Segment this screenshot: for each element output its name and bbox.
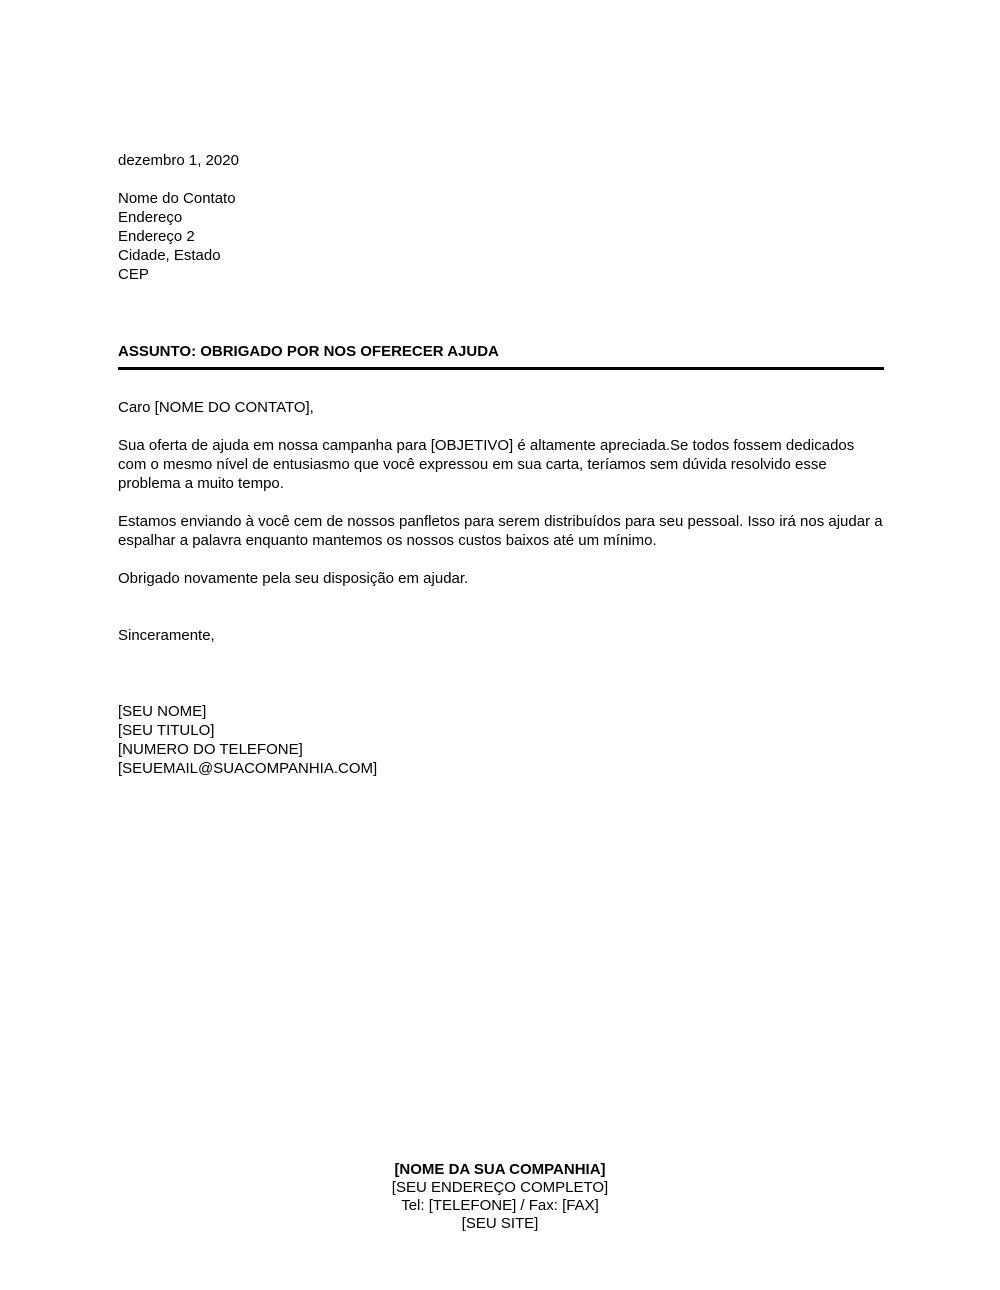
letter-body <box>118 151 884 778</box>
signature-block <box>118 702 884 778</box>
salutation: Caro [NOME DO CONTATO], <box>118 399 314 416</box>
footer-tel-fax: Tel: [TELEFONE] / Fax: [FAX] <box>401 1197 599 1214</box>
closing-salutation: Sinceramente, <box>118 627 215 644</box>
recipient-address-1: Endereço <box>118 209 183 226</box>
letter-date: dezembro 1, 2020 <box>118 152 239 169</box>
company-footer <box>0 1161 1000 1233</box>
subject-line: ASSUNTO: OBRIGADO POR NOS OFERECER AJUDA <box>118 342 884 370</box>
recipient-name: Nome do Contato <box>118 190 236 207</box>
recipient-address-2: Endereço 2 <box>118 228 195 245</box>
body-paragraph-3: Obrigado novamente pela seu disposição em ajudar. <box>118 570 469 587</box>
footer-company-name: [NOME DA SUA COMPANHIA] <box>394 1161 606 1178</box>
signature-title: [SEU TITULO] <box>118 722 215 739</box>
signature-phone: [NUMERO DO TELEFONE] <box>118 741 303 758</box>
body-paragraph-2: Estamos enviando à você cem de nossos panfletos para serem distribuídos para seu pessoal. Isso irá nos ajudar a espalhar a palavra enquanto mantemos os nossos custos baixos até um mínimo. <box>118 513 883 549</box>
recipient-city-state: Cidade, Estado <box>118 247 221 264</box>
recipient-address-block <box>118 189 884 284</box>
footer-company-address: [SEU ENDEREÇO COMPLETO] <box>391 1179 609 1196</box>
signature-email: [SEUEMAIL@SUACOMPANHIA.COM] <box>118 760 378 777</box>
signature-name: [SEU NOME] <box>118 703 207 720</box>
recipient-zip: CEP <box>118 266 149 283</box>
footer-website: [SEU SITE] <box>461 1215 539 1232</box>
body-paragraph-1: Sua oferta de ajuda em nossa campanha para [OBJETIVO] é altamente apreciada.Se todos fossem dedicados com o mesmo nível de entusiasmo que você expressou em sua carta, teríamos sem dúvida resolvido esse problema a muito tempo. <box>118 437 855 492</box>
